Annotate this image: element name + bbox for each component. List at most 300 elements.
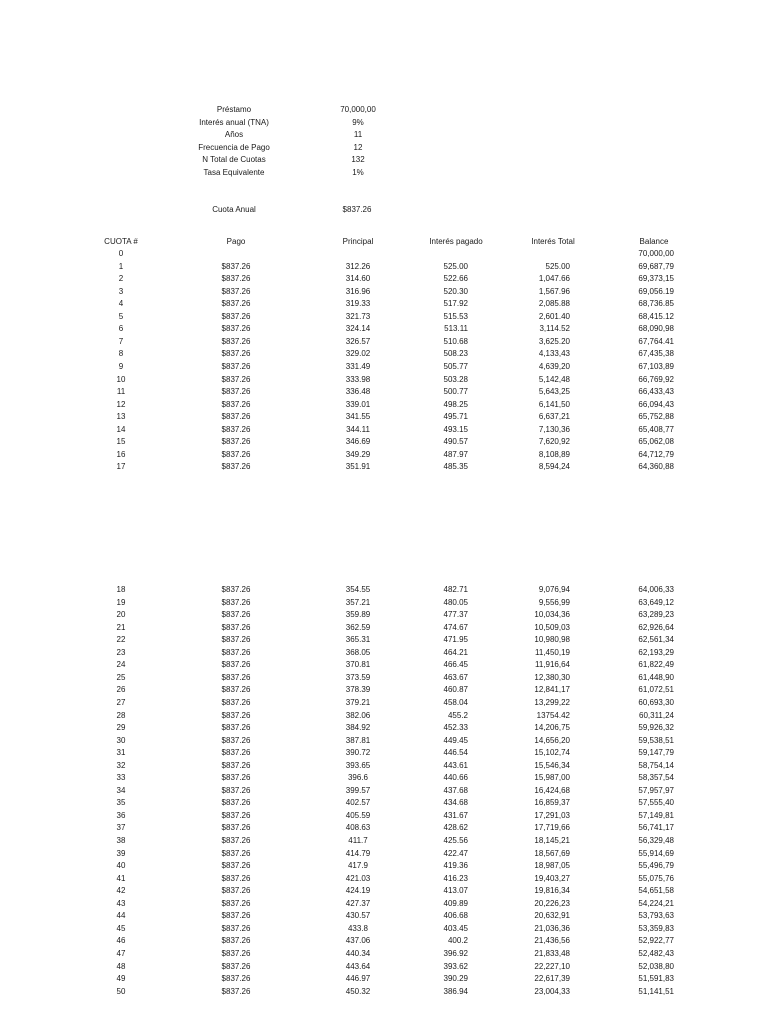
cell-cuota-number: 36 bbox=[116, 810, 126, 820]
cell-interes-total: 5,643,25 bbox=[538, 387, 570, 397]
cell-interes-pagado: 413.07 bbox=[443, 886, 468, 896]
cell-interes-total: 3,114.52 bbox=[539, 324, 570, 334]
cell-cuota-number: 32 bbox=[116, 760, 126, 770]
cell-principal: 378.39 bbox=[345, 685, 371, 695]
cell-interes-total: 18,987,05 bbox=[534, 861, 570, 871]
cell-interes-pagado: 500.77 bbox=[443, 387, 468, 397]
param-value: 9% bbox=[352, 117, 364, 127]
cell-interes-total: 9,076,94 bbox=[538, 585, 570, 594]
cell-pago: $837.26 bbox=[221, 336, 251, 346]
cell-cuota-number: 0 bbox=[118, 249, 124, 258]
cell-balance: 62,561,34 bbox=[638, 635, 674, 645]
cell-cuota-number: 5 bbox=[118, 311, 124, 321]
cell-interes-total: 21,833,48 bbox=[534, 948, 570, 958]
cell-cuota-number: 1 bbox=[118, 261, 124, 271]
cell-interes-pagado: 460.87 bbox=[443, 685, 468, 695]
cell-cuota-number: 6 bbox=[118, 324, 124, 334]
cell-pago: $837.26 bbox=[221, 785, 251, 795]
cell-balance: 58,754,14 bbox=[638, 760, 674, 770]
cell-balance: 67,764.41 bbox=[638, 336, 674, 346]
cell-balance: 65,408,77 bbox=[638, 424, 674, 434]
cell-balance: 64,006,33 bbox=[638, 585, 674, 594]
cell-interes-total: 4,133,43 bbox=[538, 349, 570, 359]
cell-balance: 70,000,00 bbox=[638, 249, 674, 258]
cell-principal: 433.8 bbox=[347, 923, 369, 933]
cell-interes-pagado: 485.35 bbox=[443, 462, 468, 472]
cell-balance: 68,090,98 bbox=[638, 324, 674, 334]
cell-principal: 440.34 bbox=[345, 948, 371, 958]
cell-principal: 417.9 bbox=[347, 861, 369, 871]
cell-interes-pagado: 471.95 bbox=[443, 635, 468, 645]
cell-interes-total: 10,034,36 bbox=[534, 610, 570, 620]
cuota-anual-value: $837.26 bbox=[342, 205, 372, 214]
cell-pago: $837.26 bbox=[221, 349, 251, 359]
cell-cuota-number: 49 bbox=[116, 974, 126, 984]
param-label: Interés anual (TNA) bbox=[199, 117, 269, 127]
cell-balance: 64,360,88 bbox=[638, 462, 674, 472]
cell-balance: 59,147,79 bbox=[638, 748, 674, 758]
cell-interes-pagado: 480.05 bbox=[443, 597, 468, 607]
cell-principal: 359.89 bbox=[345, 610, 371, 620]
cell-interes-pagado: 440.66 bbox=[443, 773, 468, 783]
cell-pago: $837.26 bbox=[221, 597, 251, 607]
column-header: CUOTA # bbox=[104, 237, 138, 246]
cell-pago: $837.26 bbox=[221, 723, 251, 733]
cell-balance: 61,822,49 bbox=[638, 660, 674, 670]
cell-interes-total: 20,632,91 bbox=[534, 911, 570, 921]
cell-principal: 405.59 bbox=[345, 810, 371, 820]
cell-pago: $837.26 bbox=[221, 437, 251, 447]
cell-pago: $837.26 bbox=[221, 361, 251, 371]
cell-cuota-number: 12 bbox=[116, 399, 126, 409]
cell-cuota-number: 40 bbox=[116, 861, 126, 871]
cell-interes-pagado: 487.97 bbox=[443, 449, 468, 459]
cell-interes-total: 1,567.96 bbox=[538, 286, 570, 296]
cell-pago: $837.26 bbox=[221, 886, 251, 896]
cell-interes-pagado: 520.30 bbox=[443, 286, 468, 296]
cell-pago: $837.26 bbox=[221, 898, 251, 908]
cell-principal: 341.55 bbox=[345, 412, 371, 422]
cell-cuota-number: 38 bbox=[116, 836, 126, 845]
cell-interes-pagado: 409.89 bbox=[443, 898, 468, 908]
cell-principal: 446.97 bbox=[345, 974, 371, 984]
param-value: 11 bbox=[353, 130, 363, 140]
cell-interes-pagado: 416.23 bbox=[443, 873, 468, 883]
cell-balance: 61,072,51 bbox=[638, 685, 674, 695]
cell-pago: $837.26 bbox=[221, 911, 251, 921]
cell-balance: 58,357,54 bbox=[638, 773, 674, 783]
cell-balance: 65,752,88 bbox=[638, 412, 674, 422]
cell-interes-pagado: 400.2 bbox=[447, 936, 468, 946]
cell-interes-total: 10,509,03 bbox=[534, 622, 570, 632]
cell-interes-total: 12,380,30 bbox=[534, 672, 570, 682]
cell-cuota-number: 34 bbox=[116, 785, 126, 795]
cell-pago: $837.26 bbox=[221, 923, 251, 933]
cell-pago: $837.26 bbox=[221, 974, 251, 984]
cell-interes-pagado: 452.33 bbox=[443, 723, 468, 733]
cell-pago: $837.26 bbox=[221, 948, 251, 958]
cell-principal: 402.57 bbox=[345, 798, 371, 808]
cell-principal: 443.64 bbox=[345, 961, 371, 971]
cell-cuota-number: 26 bbox=[116, 685, 126, 695]
cell-interes-total: 23,004,33 bbox=[534, 986, 570, 996]
cell-balance: 56,741,17 bbox=[638, 823, 674, 833]
cell-pago: $837.26 bbox=[221, 261, 251, 271]
cell-interes-total: 13754.42 bbox=[536, 710, 570, 720]
cell-cuota-number: 20 bbox=[116, 610, 126, 620]
cell-interes-total: 14,206,75 bbox=[534, 723, 570, 733]
cell-interes-total: 14,656,20 bbox=[534, 735, 570, 745]
cell-pago: $837.26 bbox=[221, 848, 251, 858]
cell-balance: 62,193,29 bbox=[638, 647, 674, 657]
cell-cuota-number: 21 bbox=[116, 622, 126, 632]
cell-principal: 316.96 bbox=[345, 286, 371, 296]
cell-pago: $837.26 bbox=[221, 299, 251, 309]
cell-pago: $837.26 bbox=[221, 773, 251, 783]
cell-balance: 51,141,51 bbox=[638, 986, 674, 996]
cell-principal: 411.7 bbox=[348, 836, 368, 845]
cell-balance: 60,693,30 bbox=[638, 697, 674, 707]
cell-principal: 329.02 bbox=[345, 349, 371, 359]
cell-interes-total: 18,145,21 bbox=[534, 836, 570, 845]
cell-pago: $837.26 bbox=[221, 823, 251, 833]
cell-interes-total: 19,816,34 bbox=[534, 886, 570, 896]
cell-interes-pagado: 525.00 bbox=[443, 261, 468, 271]
cell-cuota-number: 10 bbox=[116, 374, 126, 384]
cell-cuota-number: 31 bbox=[116, 748, 126, 758]
cell-principal: 399.57 bbox=[345, 785, 371, 795]
cell-balance: 52,038,80 bbox=[638, 961, 674, 971]
column-header: Principal bbox=[342, 237, 374, 246]
cell-interes-pagado: 403.45 bbox=[443, 923, 468, 933]
cell-interes-total: 4,639,20 bbox=[538, 361, 570, 371]
cell-interes-pagado: 515.53 bbox=[443, 311, 468, 321]
cell-cuota-number: 8 bbox=[118, 349, 124, 359]
cell-interes-pagado: 517.92 bbox=[443, 299, 468, 309]
cell-interes-total: 1,047.66 bbox=[538, 274, 570, 284]
cell-balance: 59,538,51 bbox=[638, 735, 674, 745]
cell-interes-pagado: 522.66 bbox=[443, 274, 468, 284]
cell-principal: 450.32 bbox=[345, 986, 371, 996]
cell-interes-pagado: 474.67 bbox=[443, 622, 468, 632]
cell-pago: $837.26 bbox=[221, 810, 251, 820]
cell-interes-total: 17,291,03 bbox=[534, 810, 570, 820]
cell-cuota-number: 15 bbox=[116, 437, 126, 447]
cell-cuota-number: 29 bbox=[116, 723, 126, 733]
cell-pago: $837.26 bbox=[221, 836, 251, 845]
cell-interes-pagado: 446.54 bbox=[443, 748, 468, 758]
cell-pago: $837.26 bbox=[221, 748, 251, 758]
cell-pago: $837.26 bbox=[221, 424, 251, 434]
cell-cuota-number: 35 bbox=[116, 798, 126, 808]
cell-balance: 52,922,77 bbox=[638, 936, 674, 946]
cell-pago: $837.26 bbox=[221, 861, 251, 871]
cell-interes-pagado: 431.67 bbox=[443, 810, 468, 820]
cell-balance: 69,687,79 bbox=[638, 261, 674, 271]
cell-balance: 61,448,90 bbox=[638, 672, 674, 682]
cell-principal: 357.21 bbox=[345, 597, 371, 607]
cell-principal: 390.72 bbox=[345, 748, 371, 758]
cell-interes-pagado: 463.67 bbox=[443, 672, 468, 682]
cell-principal: 365.31 bbox=[345, 635, 371, 645]
cell-balance: 54,224,21 bbox=[638, 898, 674, 908]
cell-balance: 68,736.85 bbox=[638, 299, 674, 309]
cell-interes-pagado: 443.61 bbox=[443, 760, 468, 770]
cell-pago: $837.26 bbox=[221, 412, 251, 422]
cell-balance: 55,075,76 bbox=[638, 873, 674, 883]
cell-balance: 57,149,81 bbox=[638, 810, 674, 820]
cell-principal: 314.60 bbox=[345, 274, 371, 284]
cell-interes-pagado: 437.68 bbox=[443, 785, 468, 795]
cell-interes-total: 11,916,64 bbox=[535, 660, 570, 670]
cell-pago: $837.26 bbox=[221, 311, 251, 321]
cell-interes-total: 7,130,36 bbox=[538, 424, 570, 434]
cell-pago: $837.26 bbox=[221, 760, 251, 770]
cell-cuota-number: 46 bbox=[116, 936, 126, 946]
cell-interes-pagado: 493.15 bbox=[443, 424, 468, 434]
cell-interes-total: 5,142,48 bbox=[538, 374, 570, 384]
cell-interes-total: 3,625.20 bbox=[538, 336, 570, 346]
cell-balance: 63,649,12 bbox=[638, 597, 674, 607]
cell-interes-total: 22,617,39 bbox=[534, 974, 570, 984]
cell-balance: 63,289,23 bbox=[638, 610, 674, 620]
cell-cuota-number: 19 bbox=[116, 597, 126, 607]
cell-principal: 321.73 bbox=[345, 311, 371, 321]
cell-interes-total: 6,637,21 bbox=[538, 412, 570, 422]
cell-cuota-number: 9 bbox=[118, 361, 124, 371]
cell-pago: $837.26 bbox=[221, 387, 251, 397]
cell-principal: 351.91 bbox=[345, 462, 371, 472]
cell-cuota-number: 45 bbox=[116, 923, 126, 933]
cell-interes-total: 20,226,23 bbox=[534, 898, 570, 908]
cell-interes-pagado: 505.77 bbox=[443, 361, 468, 371]
cell-pago: $837.26 bbox=[221, 798, 251, 808]
param-value: 12 bbox=[353, 142, 363, 152]
cell-principal: 333.98 bbox=[345, 374, 371, 384]
cell-principal: 379.21 bbox=[345, 697, 371, 707]
cell-cuota-number: 22 bbox=[116, 635, 126, 645]
cell-cuota-number: 11 bbox=[116, 387, 126, 397]
cell-principal: 421.03 bbox=[345, 873, 371, 883]
cell-principal: 437.06 bbox=[345, 936, 371, 946]
cell-balance: 59,926,32 bbox=[638, 723, 674, 733]
cell-pago: $837.26 bbox=[221, 961, 251, 971]
cell-pago: $837.26 bbox=[221, 399, 251, 409]
cell-principal: 319.33 bbox=[345, 299, 371, 309]
cuota-anual-label: Cuota Anual bbox=[212, 205, 256, 214]
cell-principal: 396.6 bbox=[347, 773, 369, 783]
cell-pago: $837.26 bbox=[221, 647, 251, 657]
cell-interes-pagado: 510.68 bbox=[443, 336, 468, 346]
cell-interes-total: 15,987,00 bbox=[534, 773, 570, 783]
cell-balance: 64,712,79 bbox=[638, 449, 674, 459]
cell-principal: 393.65 bbox=[345, 760, 371, 770]
cell-principal: 324.14 bbox=[345, 324, 371, 334]
cell-principal: 339.01 bbox=[345, 399, 371, 409]
cell-principal: 362.59 bbox=[345, 622, 371, 632]
cell-interes-pagado: 508.23 bbox=[443, 349, 468, 359]
param-label: Frecuencia de Pago bbox=[198, 142, 270, 152]
cell-interes-pagado: 422.47 bbox=[443, 848, 468, 858]
cell-interes-total: 9,556,99 bbox=[538, 597, 570, 607]
cell-pago: $837.26 bbox=[221, 449, 251, 459]
cell-balance: 57,957,97 bbox=[638, 785, 674, 795]
cell-interes-total: 11,450,19 bbox=[535, 647, 570, 657]
cell-principal: 354.55 bbox=[345, 585, 371, 594]
cell-interes-pagado: 390.29 bbox=[443, 974, 468, 984]
cell-interes-total: 525.00 bbox=[545, 261, 570, 271]
cell-interes-total: 8,108,89 bbox=[538, 449, 570, 459]
column-header: Interés Total bbox=[531, 237, 575, 246]
cell-interes-total: 16,424,68 bbox=[534, 785, 570, 795]
cell-pago: $837.26 bbox=[221, 622, 251, 632]
cell-cuota-number: 50 bbox=[116, 986, 126, 996]
cell-principal: 384.92 bbox=[345, 723, 371, 733]
cell-principal: 387.81 bbox=[345, 735, 371, 745]
cell-balance: 54,651,58 bbox=[638, 886, 674, 896]
cell-cuota-number: 30 bbox=[116, 735, 126, 745]
cell-principal: 424.19 bbox=[345, 886, 371, 896]
cell-cuota-number: 39 bbox=[116, 848, 126, 858]
cell-cuota-number: 48 bbox=[116, 961, 126, 971]
cell-cuota-number: 23 bbox=[116, 647, 126, 657]
cell-interes-total: 7,620,92 bbox=[538, 437, 570, 447]
cell-interes-pagado: 513.11 bbox=[444, 324, 468, 334]
cell-principal: 382.06 bbox=[345, 710, 371, 720]
cell-balance: 62,926,64 bbox=[638, 622, 674, 632]
cell-interes-pagado: 428.62 bbox=[443, 823, 468, 833]
cell-cuota-number: 37 bbox=[116, 823, 126, 833]
cell-principal: 414.79 bbox=[345, 848, 371, 858]
cell-balance: 60,311,24 bbox=[639, 710, 674, 720]
cell-pago: $837.26 bbox=[221, 286, 251, 296]
cell-interes-total: 12,841,17 bbox=[534, 685, 570, 695]
cell-cuota-number: 7 bbox=[118, 336, 124, 346]
cell-balance: 66,433,43 bbox=[638, 387, 674, 397]
cell-cuota-number: 17 bbox=[116, 462, 126, 472]
cell-principal: 331.49 bbox=[345, 361, 371, 371]
cell-pago: $837.26 bbox=[221, 685, 251, 695]
cell-cuota-number: 25 bbox=[116, 672, 126, 682]
cell-cuota-number: 27 bbox=[116, 697, 126, 707]
cell-cuota-number: 14 bbox=[116, 424, 126, 434]
cell-balance: 55,496,79 bbox=[638, 861, 674, 871]
cell-interes-total: 2,085.88 bbox=[538, 299, 570, 309]
cell-balance: 57,555,40 bbox=[638, 798, 674, 808]
cell-cuota-number: 16 bbox=[116, 449, 126, 459]
param-value: 70,000,00 bbox=[340, 105, 376, 114]
cell-cuota-number: 33 bbox=[116, 773, 126, 783]
cell-cuota-number: 18 bbox=[116, 585, 126, 594]
cell-interes-pagado: 455.2 bbox=[447, 710, 468, 720]
cell-pago: $837.26 bbox=[221, 986, 251, 996]
cell-interes-pagado: 386.94 bbox=[443, 986, 468, 996]
cell-pago: $837.26 bbox=[221, 324, 251, 334]
param-label: Años bbox=[224, 130, 244, 140]
cell-balance: 53,793,63 bbox=[638, 911, 674, 921]
cell-cuota-number: 24 bbox=[116, 660, 126, 670]
cell-interes-pagado: 449.45 bbox=[443, 735, 468, 745]
param-label: Tasa Equivalente bbox=[203, 168, 265, 177]
cell-cuota-number: 42 bbox=[116, 886, 126, 896]
cell-pago: $837.26 bbox=[221, 462, 251, 472]
cell-interes-total: 10,980,98 bbox=[534, 635, 570, 645]
cell-pago: $837.26 bbox=[221, 585, 251, 594]
column-header: Pago bbox=[226, 237, 246, 246]
cell-interes-total: 19,403,27 bbox=[534, 873, 570, 883]
cell-principal: 312.26 bbox=[345, 261, 371, 271]
cell-cuota-number: 43 bbox=[116, 898, 126, 908]
cell-cuota-number: 4 bbox=[118, 299, 124, 309]
column-header: Interés pagado bbox=[429, 237, 483, 246]
cell-interes-total: 18,567,69 bbox=[534, 848, 570, 858]
cell-interes-pagado: 490.57 bbox=[443, 437, 468, 447]
cell-interes-total: 22,227,10 bbox=[534, 961, 570, 971]
cell-balance: 69,056.19 bbox=[638, 286, 674, 296]
cell-pago: $837.26 bbox=[221, 274, 251, 284]
cell-balance: 66,094,43 bbox=[638, 399, 674, 409]
cell-cuota-number: 41 bbox=[116, 873, 126, 883]
cell-balance: 53,359,83 bbox=[638, 923, 674, 933]
cell-pago: $837.26 bbox=[221, 672, 251, 682]
cell-principal: 368.05 bbox=[345, 647, 371, 657]
cell-principal: 326.57 bbox=[345, 336, 371, 346]
cell-pago: $837.26 bbox=[221, 936, 251, 946]
cell-balance: 65,062,08 bbox=[638, 437, 674, 447]
cell-interes-total: 16,859,37 bbox=[534, 798, 570, 808]
column-header: Balance bbox=[639, 237, 669, 246]
cell-interes-pagado: 458.04 bbox=[443, 697, 468, 707]
cell-pago: $837.26 bbox=[221, 697, 251, 707]
cell-interes-pagado: 406.68 bbox=[443, 911, 468, 921]
cell-pago: $837.26 bbox=[221, 374, 251, 384]
param-label: N Total de Cuotas bbox=[202, 155, 266, 165]
cell-pago: $837.26 bbox=[221, 660, 251, 670]
cell-pago: $837.26 bbox=[221, 735, 251, 745]
cell-interes-total: 6,141,50 bbox=[538, 399, 570, 409]
param-value: 1% bbox=[352, 168, 364, 177]
cell-interes-pagado: 498.25 bbox=[443, 399, 468, 409]
cell-principal: 346.69 bbox=[345, 437, 371, 447]
cell-interes-pagado: 466.45 bbox=[443, 660, 468, 670]
param-label: Préstamo bbox=[216, 105, 252, 114]
cell-interes-pagado: 396.92 bbox=[443, 948, 468, 958]
cell-balance: 52,482,43 bbox=[638, 948, 674, 958]
cell-interes-total: 13,299,22 bbox=[534, 697, 570, 707]
cell-balance: 56,329,48 bbox=[638, 836, 674, 845]
cell-cuota-number: 2 bbox=[118, 274, 124, 284]
cell-pago: $837.26 bbox=[221, 710, 251, 720]
cell-cuota-number: 44 bbox=[116, 911, 126, 921]
cell-balance: 67,103,89 bbox=[638, 361, 674, 371]
cell-cuota-number: 47 bbox=[116, 948, 126, 958]
cell-balance: 67,435,38 bbox=[638, 349, 674, 359]
cell-interes-pagado: 482.71 bbox=[443, 585, 468, 594]
cell-principal: 373.59 bbox=[345, 672, 371, 682]
cell-interes-pagado: 503.28 bbox=[443, 374, 468, 384]
cell-pago: $837.26 bbox=[221, 873, 251, 883]
cell-balance: 51,591,83 bbox=[638, 974, 674, 984]
cell-principal: 336.48 bbox=[345, 387, 371, 397]
cell-pago: $837.26 bbox=[221, 635, 251, 645]
cell-interes-pagado: 477.37 bbox=[443, 610, 468, 620]
cell-pago: $837.26 bbox=[221, 610, 251, 620]
cell-interes-pagado: 464.21 bbox=[443, 647, 468, 657]
cell-cuota-number: 28 bbox=[116, 710, 126, 720]
cell-interes-total: 17,719,66 bbox=[534, 823, 570, 833]
cell-interes-total: 2,601.40 bbox=[538, 311, 570, 321]
param-value: 132 bbox=[351, 155, 365, 165]
